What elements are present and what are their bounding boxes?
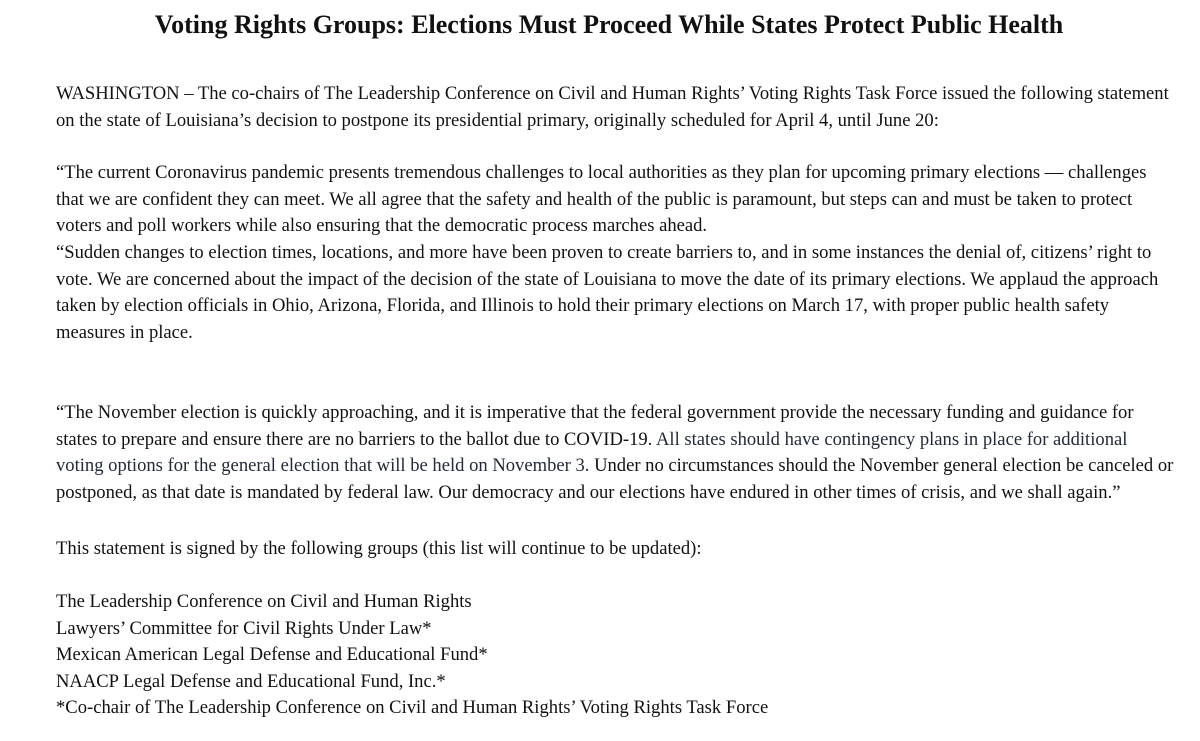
signatory-leadership-conference: The Leadership Conference on Civil and Human Rights <box>56 591 472 612</box>
quote-3-sentence-contingency: All states should have contingency plans in place for additional voting options for the general election that will be held on November 3. <box>56 428 1128 476</box>
signatory-lawyers-committee: Lawyers’ Committee for Civil Rights Under Law* <box>56 617 432 639</box>
signatories-intro: This statement is signed by the following groups (this list will continue to be updated): <box>56 538 702 559</box>
signatory-maldef: Mexican American Legal Defense and Educational Fund* <box>56 644 488 665</box>
signatories-list <box>56 589 1176 722</box>
signatory-naacp-ldf: NAACP Legal Defense and Educational Fund, Inc.* <box>56 670 446 692</box>
co-chair-footnote: *Co-chair of The Leadership Conference on Civil and Human Rights’ Voting Rights Task Force <box>56 697 769 718</box>
quote-3-sentence-law: Under no circumstances should the November general election be canceled or postponed, as that date is mandated by federal law. Our democracy and our elections have endured in other times of crisis, and we shall again.” <box>56 455 1174 503</box>
quote-paragraph-3 <box>56 400 1176 506</box>
quote-3-sentence-funding: “The November election is quickly approaching, and it is imperative that the federal government provide the necessary funding and guidance for states to prepare and ensure there are no barriers to the ballot due to COVID-19. <box>56 402 1134 450</box>
quote-paragraph-1: “The current Coronavirus pandemic presents tremendous challenges to local authorities as they plan for upcoming primary elections — challenges that we are confident they can meet. We all agree that the safety and health of the public is paramount, but steps can and must be taken to protect voters and poll workers while also ensuring that the democratic process marches ahead. <box>56 162 1147 236</box>
document-title: Voting Rights Groups: Elections Must Proceed While States Protect Public Health <box>154 10 1064 39</box>
intro-paragraph: WASHINGTON – The co-chairs of The Leadership Conference on Civil and Human Rights’ Voting Rights Task Force issued the following statement on the state of Louisiana’s decision to postpone its presidential primary, originally scheduled for April 4, until June 20: <box>56 83 1169 131</box>
quote-paragraph-2: “Sudden changes to election times, locations, and more have been proven to create barriers to, and in some instances the denial of, citizens’ right to vote. We are concerned about the impact of the decision of the state of Louisiana to move the date of its primary elections. We applaud the approach taken by election officials in Ohio, Arizona, Florida, and Illinois to hold their primary elections on March 17, with proper public health safety measures in place. <box>56 242 1159 343</box>
